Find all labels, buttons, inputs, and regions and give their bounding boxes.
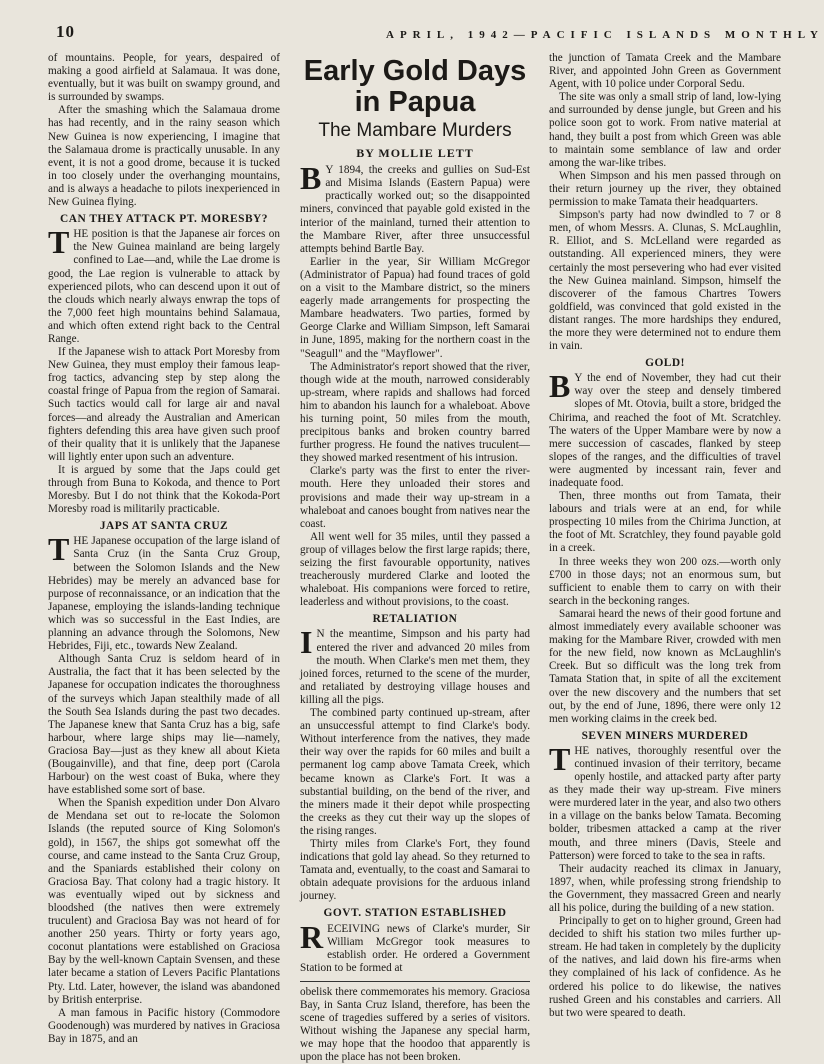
column-right	[549, 52, 781, 1042]
column-left	[48, 52, 280, 1045]
paragraph: When Simpson and his men passed through on their return journey up the river, they obtained permission to make Tamata their headquarters.	[549, 169, 781, 209]
paragraph: Simpson's party had now dwindled to 7 or 8 men, of whom Messrs. A. Clunas, S. McLaughlin, R. Elliot, and S. McLelland were regarded as outstanding. All experienced miners, they were certainly the most persevering who had ever visited the New Guinea mainland. Simpson, himself the discoverer of the famous Chartres Towers goldfield, was convinced that gold existed in the distant ranges. The more hardships they endured, the more they were determined not to endure them in vain.	[549, 209, 781, 353]
paragraph-text: HE Japanese occupation of the large island of Santa Cruz (in the Santa Cruz Group, between the Solomon Islands and the New Hebrides) may be merely an advanced base for purpose of reconnaissance, or an indication that the Japanese, employing the islands-landing technique which was so successful in the East Indies, are planning an advance through the Solomons, New Hebrides, Fiji, etc., towards New Zealand.	[48, 535, 280, 653]
paragraph	[48, 531, 280, 653]
paragraph	[48, 224, 280, 346]
paragraph: After the smashing which the Salamaua drome has had recently, and in the rainy season which New Guinea is now experiencing, I imagine that the Salamaua drome is practically unusable. In any event, it is not a good drome, because it is tucked in too closely under the overhanging mountains, and is always a headache to pilots inexperienced in New Guinea flying.	[48, 104, 280, 209]
paragraph: It is argued by some that the Japs could get through from Buna to Kokoda, and thence to Port Moresby. But I do not think that the Kokoda-Port Moresby road is militarily practicable.	[48, 463, 280, 516]
page-header	[0, 0, 824, 41]
section-heading: JAPS AT SANTA CRUZ	[99, 520, 229, 533]
paragraph-text: HE position is that the Japanese air forces on the New Guinea mainland are being largely confined to Lae—and, while the Lae drome is good, the Lae region is vulnerable to attack by experienced pilots, who can descend upon it out of the clouds which nearly always enwrap the tops of the 7,000 feet high mountains behind Salamaua, and which often extend right back to the Central Range.	[48, 228, 280, 345]
paragraph: obelisk there commemorates his memory. Graciosa Bay, in Santa Cruz Island, therefore, has been the scene of tragedies suffered by a series of visitors. Without wishing the Japanese any special harm, we may hope that the hoodoo that apparently is upon the place has not been broken.	[300, 985, 530, 1064]
section-heading: CAN THEY ATTACK PT. MORESBY?	[60, 213, 268, 226]
paragraph: The Administrator's report showed that the river, though wide at the mouth, narrowed considerably up-stream, where rapids and shallows had forced him to abandon his launch for a whaleboat. Above his turning point, 50 miles from the mouth, precipitous banks and broken country barred further progress. He found the natives truculent—they showed marked resentment of his intrusion.	[300, 360, 530, 465]
paragraph: the junction of Tamata Creek and the Mambare River, and appointed John Green as Government Agent, with 10 police under Corporal Sedu.	[549, 52, 781, 91]
drop-cap: R	[300, 918, 324, 955]
section-heading: GOVT. STATION ESTABLISHED	[323, 907, 507, 920]
running-head: APRIL, 1942—PACIFIC ISLANDS MONTHLY	[386, 29, 824, 41]
paragraph: of mountains. People, for years, despaired of making a good airfield at Salamaua. It was done, eventually, but it was built on swampy ground, and is surrounded by swamps.	[48, 52, 280, 104]
paragraph	[549, 368, 781, 490]
paragraph: The combined party continued up-stream, after an unsuccessful attempt to find Clarke's body. Without interference from the natives, they made their way over the rapids for 60 miles and built a permanent log camp above Tamata Creek, which became known as Clarke's Fort. It was a substantial building, on the bend of the river, and the miners made it their depot while prospecting the creeks as they cut their way up the slopes of the rising ranges.	[300, 707, 530, 837]
paragraph: In three weeks they won 200 ozs.—worth only £700 in those days; not an enormous sum, but sufficient to enable them to carry on with their search in the beckoning ranges.	[549, 555, 781, 607]
paragraph: When the Spanish expedition under Don Alvaro de Mendana set out to re-locate the Solomon Islands (the reputed source of King Solomon's gold), in 1567, the ships got somewhat off the course, and came instead to the Santa Cruz Group, and the Spaniards established their colony on Graciosa Bay. That colony had a tragic history. It was eventually wiped out by sickness and bloodshed (the natives then were extremely truculent) and Graciosa Bay was not heard of for another 250 years. Thirty or forty years ago, coconut plantations were established on Graciosa Bay by the well-known Captain Svensen, and these later became a station of Levers Pacific Plantations Pty. Ltd. Later, however, the island was abandoned by British enterprise.	[48, 797, 280, 1006]
drop-cap: T	[549, 740, 571, 777]
section-heading: SEVEN MINERS MURDERED	[581, 729, 749, 742]
paragraph: Thirty miles from Clarke's Fort, they found indications that gold lay ahead. So they returned to Tamata and, eventually, to the coast and Samarai to obtain adequate provisions for the arduous inland journey.	[300, 837, 530, 903]
column-middle	[300, 52, 530, 1064]
paragraph: Earlier in the year, Sir William McGregor (Administrator of Papua) had found traces of gold on a visit to the Mambare district, so the miners eagerly made arrangements for prospecting the Mambare headwaters. Two parties, formed by George Clarke and William Simpson, left Samarai in June, 1895, making for the northern coast in the "Seagull" and the "Mayflower".	[300, 255, 530, 360]
paragraph-text: Y 1894, the creeks and gullies on Sud-Est and Misima Islands (Eastern Papua) were practically worked out; so the disappointed miners, convinced that payable gold existed in the interior of the mainland, turned their attention to the Mambare River, after three unsuccessful attempts behind Bartle Bay.	[300, 164, 530, 255]
paragraph: If the Japanese wish to attack Port Moresby from New Guinea, they must employ their famous leap-frog tactics, advancing step by step along the coastal fringe of Papua from the region of Samarai. Such tactics would call for large air and naval forces—and already the Australian and American fighters defending this area have given such proof of their quality that it is unlikely that the Japanese will lightly enter upon such an adventure.	[48, 346, 280, 463]
divider	[300, 981, 530, 982]
paragraph	[300, 160, 530, 256]
paragraph: Although Santa Cruz is seldom heard of in Australia, the fact that it has been selected by the Japanese for occupation indicates the thoroughness of the surveys which Japan stealthily made of all the South Sea Islands during the past two decades. The Japanese knew that Santa Cruz has a big, safe harbour, where large ships may lie—namely, Graciosa Bay—just as they knew all about Kieta (Bougainville), and that fine, deep port (Carola Harbour) on the west coast of Buka, where they have established some sort of base.	[48, 653, 280, 797]
drop-cap: B	[549, 368, 571, 405]
paragraph	[549, 740, 781, 863]
section-heading: RETALIATION	[372, 613, 458, 626]
paragraph: All went well for 35 miles, until they passed a group of villages below the first large rapids; there, seizing the first favourable opportunity, natives treacherously murdered Clarke and looted the whaleboat. His companions were forced to retire, leaderless and without provisions, to the coast.	[300, 530, 530, 609]
paragraph-text: Y the end of November, they had cut their way over the steep and densely timbered slopes of Mt. Otovia, built a store, bridged the Chirima, and reached the foot of Mt. Scratchley. The waters of the Upper Mambare were by now a mere succession of cascades, flanked by steep slopes of the ranges, and the difficulties of travel were augmented by incessant rain, fever and inadequate food.	[549, 372, 781, 489]
paragraph-text: ECEIVING news of Clarke's murder, Sir William McGregor took measures to establish order. He ordered a Government Station to be formed at	[300, 922, 530, 974]
byline: BY MOLLIE LETT	[356, 146, 474, 161]
article-title: Early Gold Days in Papua	[303, 55, 527, 118]
paragraph: Then, three months out from Tamata, their labours and trials were at an end, for while prospecting 10 miles from the Chirima Junction, at the foot of Mt. Scratchley, they found payable gold in a creek.	[549, 490, 781, 555]
paragraph: Clarke's party was the first to enter the river-mouth. Here they unloaded their stores and provisions and made their way up-stream in a whaleboat and canoes bought from natives near the coast.	[300, 465, 530, 530]
drop-cap: B	[300, 160, 322, 197]
paragraph: Samarai heard the news of their good fortune and almost immediately every available schooner was making for the Mambare River, crowded with men for the new field, now known as McLaughlin's Creek. But so difficult was the long trek from Tamata Station that, in spite of all the excitement over the new discovery and the numbers that set out, by the end of June, 1896, there were only 12 men working claims in the creek bed.	[549, 607, 781, 725]
drop-cap: T	[48, 224, 70, 261]
drop-cap: I	[300, 624, 313, 661]
drop-cap: T	[48, 531, 70, 568]
paragraph: The site was only a small strip of land, low-lying and surrounded by dense jungle, but Green and his police soon got to work. From native material at hand, they built a post from which Green was able to maintain some semblance of law and order among the war-like tribes.	[549, 91, 781, 169]
paragraph: Their audacity reached its climax in January, 1897, when, while professing strong friendship to the Government, they massacred Green and nearly all his police, during the building of a new station.	[549, 862, 781, 914]
article-subtitle: The Mambare Murders	[318, 120, 512, 141]
paragraph	[300, 918, 530, 975]
page-number: 10	[56, 22, 75, 41]
paragraph-text: N the meantime, Simpson and his party had entered the river and advanced 20 miles from the mouth. When Clarke's men met them, they joined forces, returned to the scene of the murder, and retaliated by destroying village houses and killing all the pigs.	[300, 628, 530, 706]
section-heading: GOLD!	[645, 357, 685, 370]
paragraph-text: HE natives, thoroughly resentful over the continued invasion of their territory, became openly hostile, and attacked party after party as they made their way up-stream. Five miners were murdered later in the year, and also two others in a village on the banks below Tamata. Becoming bolder, tribesmen attacked a camp at the river mouth, and three miners (Davis, Steele and Patterson) were forced to take to the sea in rafts.	[549, 744, 781, 862]
paragraph	[300, 624, 530, 707]
paragraph: A man famous in Pacific history (Commodore Goodenough) was murdered by natives in Graciosa Bay in 1875, and an	[48, 1006, 280, 1045]
paragraph: Principally to get on to higher ground, Green had decided to shift his station two miles further up-stream. He had taken in completely by the duplicity of the natives, and laid down his fire-arms when they complained of his lack of confidence. As he ordered his police to do likewise, the natives rushed Green and his constables and carriers. All but two were speared to death.	[549, 915, 781, 1019]
